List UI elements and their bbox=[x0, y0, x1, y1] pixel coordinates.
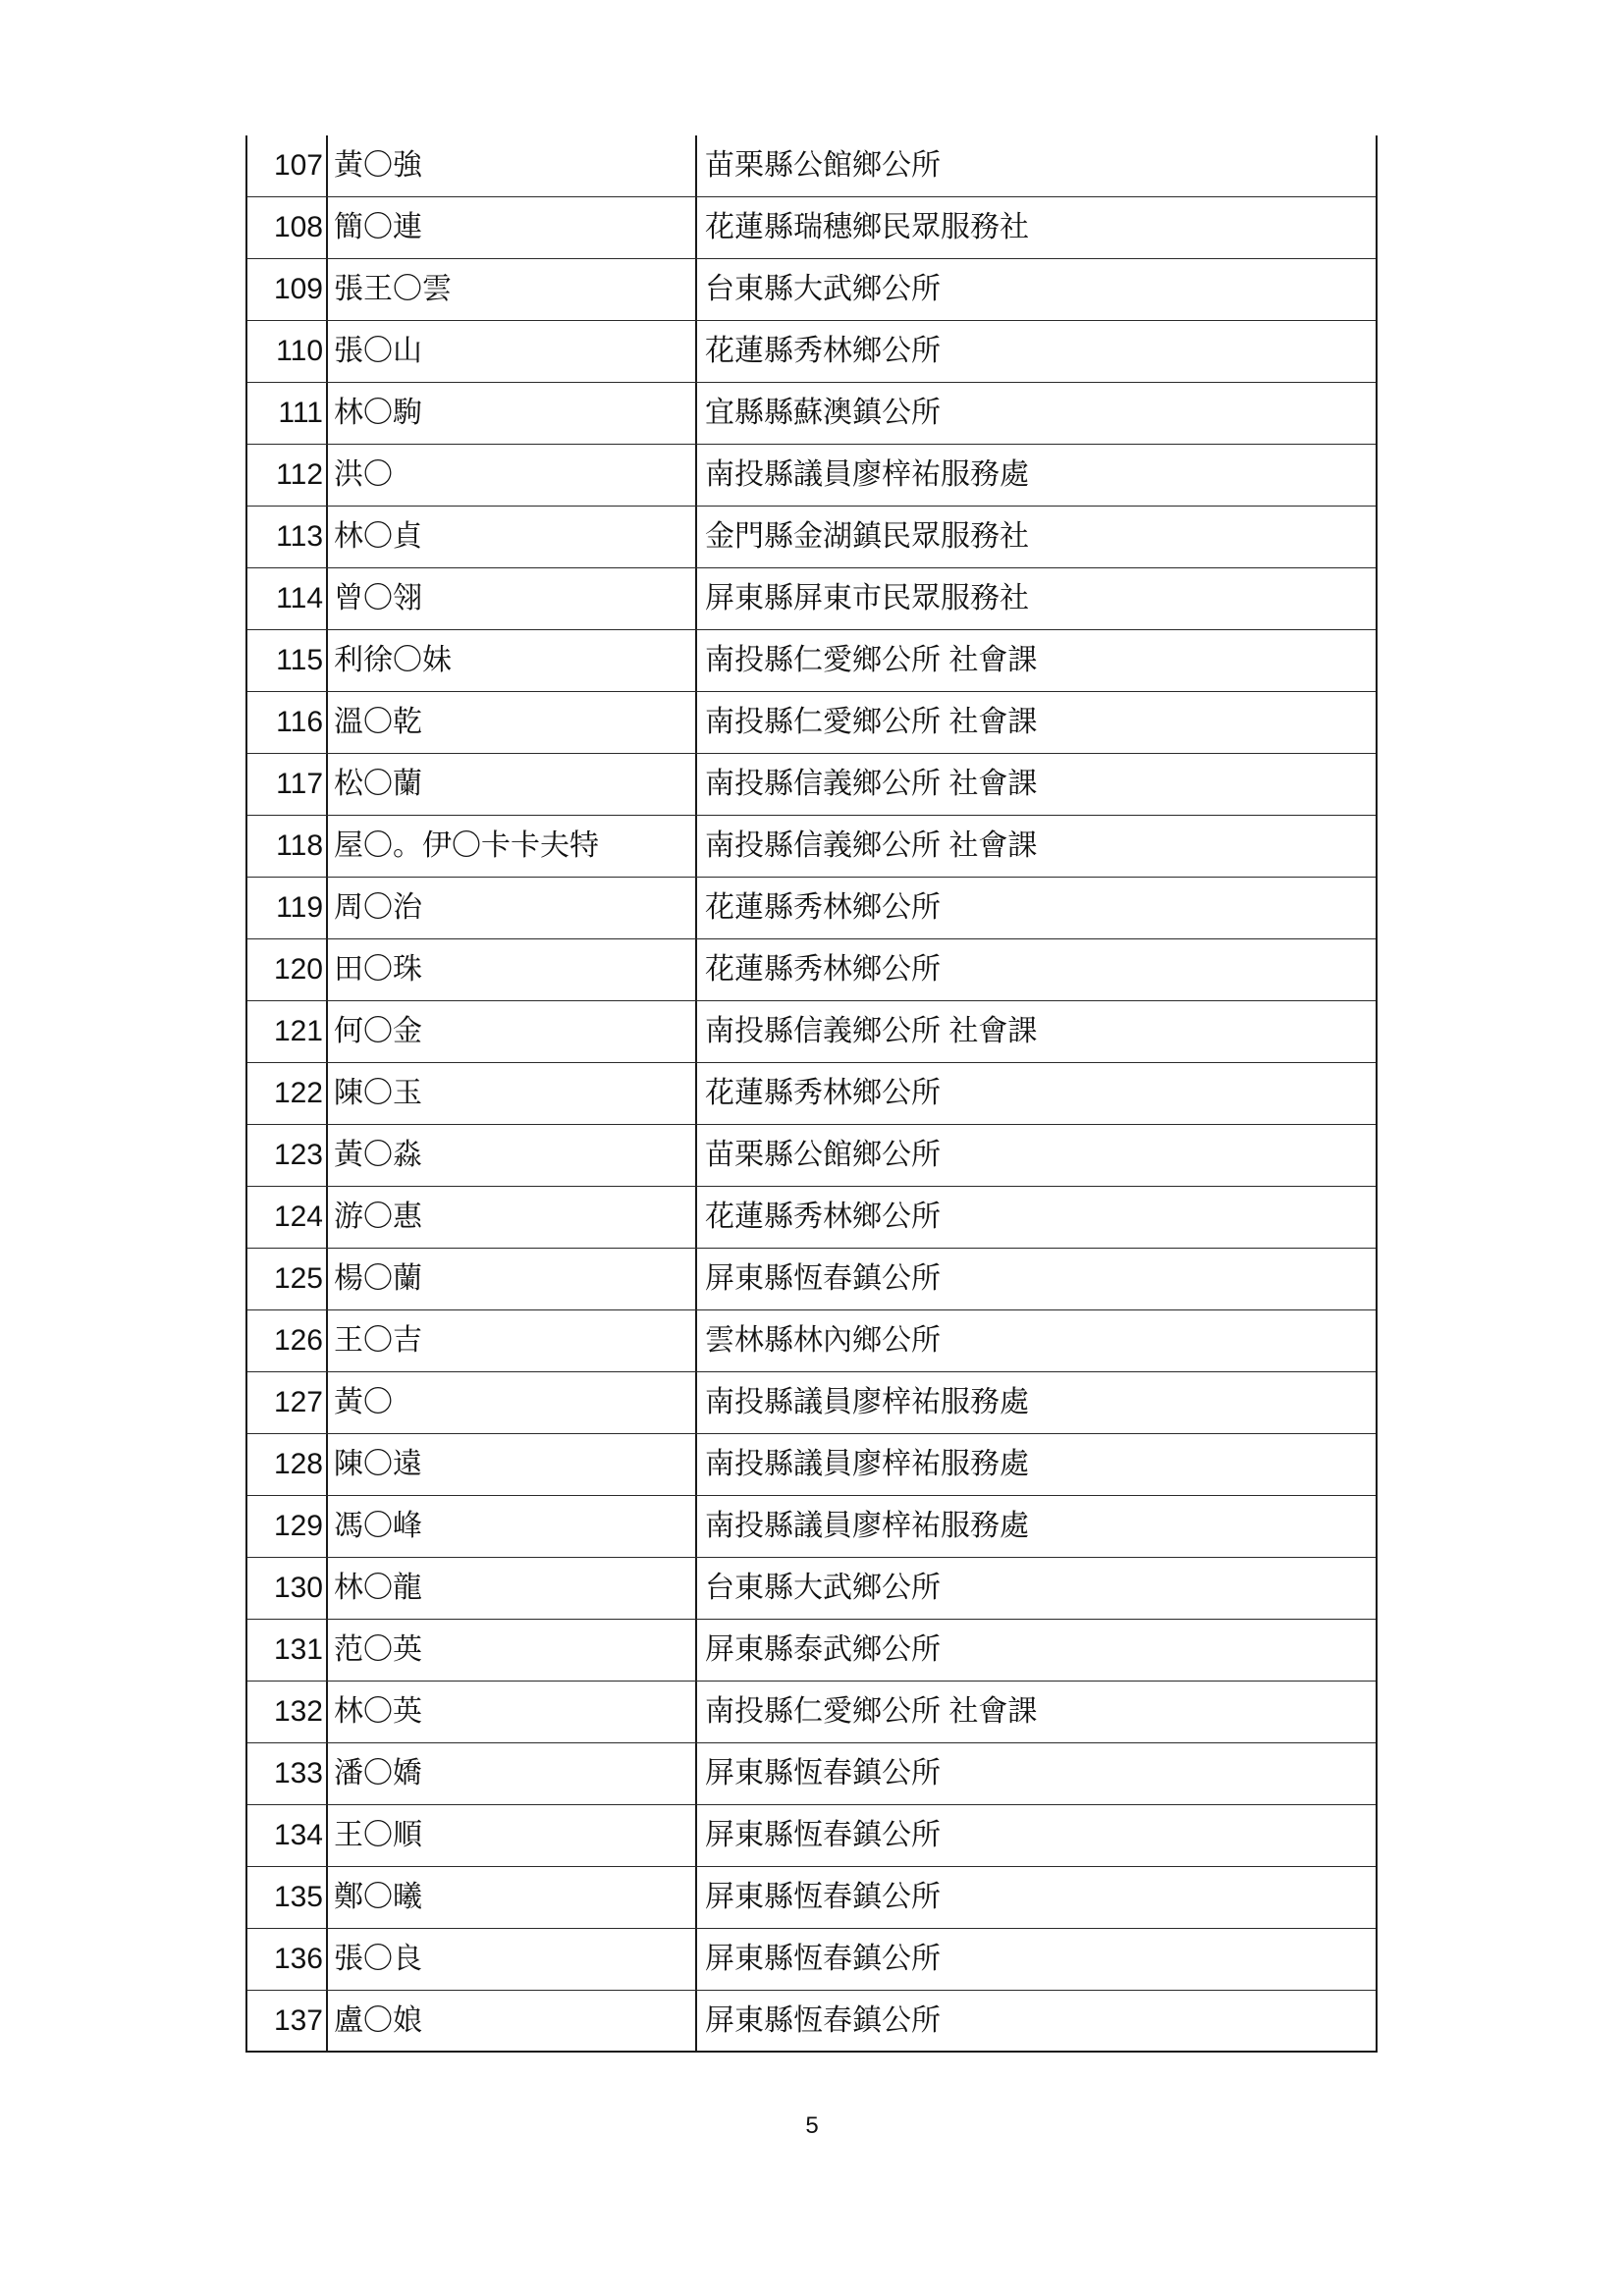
row-number-cell: 116 bbox=[276, 706, 323, 738]
table-row bbox=[247, 445, 1376, 507]
organization-cell: 南投縣議員廖梓祐服務處 bbox=[695, 1496, 1376, 1557]
organization-cell: 屏東縣恆春鎮公所 bbox=[695, 1743, 1376, 1804]
row-number-cell: 121 bbox=[273, 1015, 323, 1047]
table-row bbox=[247, 1867, 1376, 1929]
table-row bbox=[247, 939, 1376, 1001]
row-number-cell: 136 bbox=[273, 1943, 323, 1975]
row-number-cell: 128 bbox=[273, 1448, 323, 1480]
row-number-cell: 129 bbox=[273, 1510, 323, 1542]
table-row bbox=[247, 1434, 1376, 1496]
name-cell: 林〇龍 bbox=[326, 1558, 695, 1619]
table-row bbox=[247, 1743, 1376, 1805]
name-cell: 曾〇翎 bbox=[326, 568, 695, 629]
participant-table bbox=[245, 135, 1378, 2053]
organization-cell: 南投縣信義鄉公所 社會課 bbox=[695, 754, 1376, 815]
organization-cell: 花蓮縣瑞穗鄉民眾服務社 bbox=[695, 197, 1376, 258]
name-cell: 張〇良 bbox=[326, 1929, 695, 1990]
row-number-cell: 135 bbox=[273, 1881, 323, 1913]
table-row bbox=[247, 1496, 1376, 1558]
row-number-cell: 107 bbox=[273, 149, 323, 182]
organization-cell: 花蓮縣秀林鄉公所 bbox=[695, 321, 1376, 382]
name-cell: 洪〇 bbox=[326, 445, 695, 506]
name-cell: 陳〇玉 bbox=[326, 1063, 695, 1124]
organization-cell: 屏東縣恆春鎮公所 bbox=[695, 1991, 1376, 2051]
table-row bbox=[247, 259, 1376, 321]
name-cell: 黃〇 bbox=[326, 1372, 695, 1433]
row-number-cell: 125 bbox=[273, 1262, 323, 1295]
name-cell: 黃〇強 bbox=[326, 135, 695, 196]
row-number-cell: 132 bbox=[273, 1695, 323, 1728]
name-cell: 鄭〇曦 bbox=[326, 1867, 695, 1928]
table-row bbox=[247, 197, 1376, 259]
organization-cell: 苗栗縣公館鄉公所 bbox=[695, 1125, 1376, 1186]
name-cell: 馮〇峰 bbox=[326, 1496, 695, 1557]
organization-cell: 花蓮縣秀林鄉公所 bbox=[695, 878, 1376, 938]
table-row bbox=[247, 1001, 1376, 1063]
table-row bbox=[247, 568, 1376, 630]
table-row bbox=[247, 878, 1376, 939]
table-row bbox=[247, 754, 1376, 816]
organization-cell: 南投縣議員廖梓祐服務處 bbox=[695, 445, 1376, 506]
name-cell: 林〇駒 bbox=[326, 383, 695, 444]
row-number-cell: 115 bbox=[276, 644, 323, 676]
row-number-cell: 126 bbox=[273, 1324, 323, 1357]
name-cell: 潘〇嬌 bbox=[326, 1743, 695, 1804]
table-row bbox=[247, 630, 1376, 692]
organization-cell: 南投縣議員廖梓祐服務處 bbox=[695, 1372, 1376, 1433]
row-number-cell: 120 bbox=[273, 953, 323, 986]
table-row bbox=[247, 816, 1376, 878]
organization-cell: 台東縣大武鄉公所 bbox=[695, 1558, 1376, 1619]
table-row bbox=[247, 1249, 1376, 1310]
organization-cell: 南投縣議員廖梓祐服務處 bbox=[695, 1434, 1376, 1495]
organization-cell: 苗栗縣公館鄉公所 bbox=[695, 135, 1376, 196]
table-row bbox=[247, 1187, 1376, 1249]
organization-cell: 花蓮縣秀林鄉公所 bbox=[695, 1063, 1376, 1124]
organization-cell: 南投縣仁愛鄉公所 社會課 bbox=[695, 630, 1376, 691]
table-row bbox=[247, 1063, 1376, 1125]
name-cell: 張〇山 bbox=[326, 321, 695, 382]
organization-cell: 台東縣大武鄉公所 bbox=[695, 259, 1376, 320]
row-number-cell: 109 bbox=[273, 273, 323, 305]
name-cell: 黃〇淼 bbox=[326, 1125, 695, 1186]
organization-cell: 宜縣縣蘇澳鎮公所 bbox=[695, 383, 1376, 444]
organization-cell: 金門縣金湖鎮民眾服務社 bbox=[695, 507, 1376, 567]
name-cell: 王〇順 bbox=[326, 1805, 695, 1866]
organization-cell: 屏東縣恆春鎮公所 bbox=[695, 1929, 1376, 1990]
table-row bbox=[247, 1310, 1376, 1372]
organization-cell: 南投縣信義鄉公所 社會課 bbox=[695, 816, 1376, 877]
table-row bbox=[247, 1991, 1376, 2053]
row-number-cell: 124 bbox=[273, 1201, 323, 1233]
name-cell: 屋〇。伊〇卡卡夫特 bbox=[326, 816, 695, 877]
name-cell: 范〇英 bbox=[326, 1620, 695, 1681]
row-number-cell: 130 bbox=[273, 1572, 323, 1604]
table-row bbox=[247, 507, 1376, 568]
table-row bbox=[247, 1125, 1376, 1187]
organization-cell: 雲林縣林內鄉公所 bbox=[695, 1310, 1376, 1371]
table-row bbox=[247, 1805, 1376, 1867]
row-number-cell: 111 bbox=[278, 397, 323, 429]
page-number: 5 bbox=[805, 2112, 819, 2139]
organization-cell: 南投縣信義鄉公所 社會課 bbox=[695, 1001, 1376, 1062]
name-cell: 盧〇娘 bbox=[326, 1991, 695, 2051]
table-row bbox=[247, 383, 1376, 445]
organization-cell: 南投縣仁愛鄉公所 社會課 bbox=[695, 692, 1376, 753]
name-cell: 楊〇蘭 bbox=[326, 1249, 695, 1309]
table-row bbox=[247, 1682, 1376, 1743]
row-number-cell: 110 bbox=[276, 335, 323, 367]
row-number-cell: 117 bbox=[276, 768, 323, 800]
table-row bbox=[247, 321, 1376, 383]
row-number-cell: 114 bbox=[276, 582, 323, 614]
table-row bbox=[247, 1558, 1376, 1620]
row-number-cell: 123 bbox=[273, 1139, 323, 1171]
row-number-cell: 137 bbox=[273, 2003, 323, 2037]
table-row bbox=[247, 135, 1376, 197]
name-cell: 林〇英 bbox=[326, 1682, 695, 1742]
name-cell: 何〇金 bbox=[326, 1001, 695, 1062]
organization-cell: 花蓮縣秀林鄉公所 bbox=[695, 939, 1376, 1000]
name-cell: 松〇蘭 bbox=[326, 754, 695, 815]
name-cell: 田〇珠 bbox=[326, 939, 695, 1000]
row-number-cell: 127 bbox=[273, 1386, 323, 1418]
row-number-cell: 113 bbox=[276, 520, 323, 553]
name-cell: 游〇惠 bbox=[326, 1187, 695, 1248]
table-row bbox=[247, 1372, 1376, 1434]
organization-cell: 屏東縣泰武鄉公所 bbox=[695, 1620, 1376, 1681]
row-number-cell: 122 bbox=[273, 1077, 323, 1109]
row-number-cell: 118 bbox=[276, 829, 323, 862]
name-cell: 溫〇乾 bbox=[326, 692, 695, 753]
name-cell: 陳〇遠 bbox=[326, 1434, 695, 1495]
organization-cell: 屏東縣恆春鎮公所 bbox=[695, 1867, 1376, 1928]
organization-cell: 屏東縣恆春鎮公所 bbox=[695, 1249, 1376, 1309]
row-number-cell: 119 bbox=[276, 891, 323, 924]
name-cell: 利徐〇妹 bbox=[326, 630, 695, 691]
table-row bbox=[247, 692, 1376, 754]
name-cell: 周〇治 bbox=[326, 878, 695, 938]
row-number-cell: 134 bbox=[273, 1819, 323, 1851]
organization-cell: 屏東縣恆春鎮公所 bbox=[695, 1805, 1376, 1866]
name-cell: 簡〇連 bbox=[326, 197, 695, 258]
row-number-cell: 133 bbox=[273, 1757, 323, 1789]
row-number-cell: 112 bbox=[276, 458, 323, 491]
row-number-cell: 108 bbox=[273, 211, 323, 243]
row-number-cell: 131 bbox=[273, 1633, 323, 1666]
organization-cell: 花蓮縣秀林鄉公所 bbox=[695, 1187, 1376, 1248]
name-cell: 林〇貞 bbox=[326, 507, 695, 567]
table-row bbox=[247, 1929, 1376, 1991]
name-cell: 王〇吉 bbox=[326, 1310, 695, 1371]
organization-cell: 南投縣仁愛鄉公所 社會課 bbox=[695, 1682, 1376, 1742]
name-cell: 張王〇雲 bbox=[326, 259, 695, 320]
organization-cell: 屏東縣屏東市民眾服務社 bbox=[695, 568, 1376, 629]
table-row bbox=[247, 1620, 1376, 1682]
